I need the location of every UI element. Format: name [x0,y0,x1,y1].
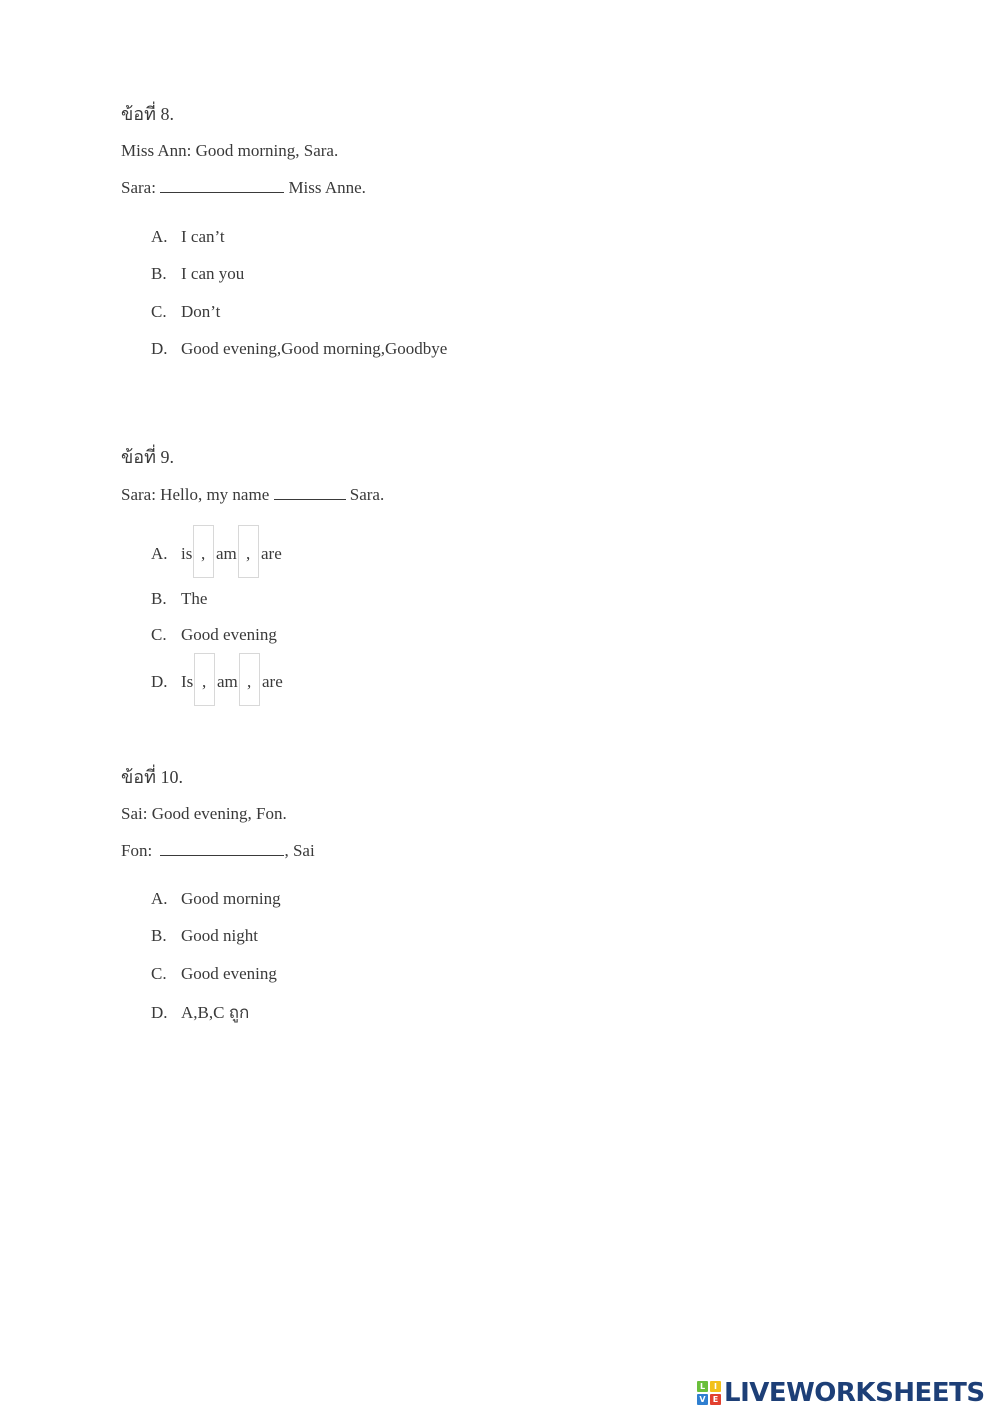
option-text: I can’t [181,227,225,246]
option-comma: , [247,672,252,691]
option-letter: A. [151,889,168,908]
option-text: A,B,C ถูก [181,1003,250,1022]
liveworksheets-logo [697,1379,985,1407]
dialogue-text: Sara. [349,485,385,504]
dialogue-line [121,177,366,198]
option-word: am [216,544,237,563]
dialogue-line: Miss Ann: Good morning, Sara. [121,141,339,160]
dialogue-line: Sai: Good evening, Fon. [121,804,287,823]
question-heading: ข้อที่ 10. [121,767,183,787]
option-word: are [262,672,283,691]
answer-blank [160,840,284,856]
dialogue-line [121,484,384,505]
option-word: is [181,544,193,563]
option-letter: C. [151,302,167,321]
option-letter: D. [151,339,168,358]
logo-tile-v: V [697,1394,708,1405]
option-letter: D. [151,1003,168,1022]
option-word: am [217,672,238,691]
option-text: The [181,589,208,608]
option-comma: , [202,672,207,691]
logo-tile-i: I [710,1381,721,1392]
option-comma: , [246,544,251,563]
option-text: Good evening [181,625,277,644]
option-text: Good night [181,926,258,945]
question-heading: ข้อที่ 9. [121,447,174,467]
dialogue-text: Sara: Hello, my name [121,485,270,504]
speaker-label: Sara: [121,178,156,197]
answer-blank [274,484,346,500]
question-heading: ข้อที่ 8. [121,104,174,124]
option-text: I can you [181,264,245,283]
option-letter: D. [151,672,168,691]
logo-tiles-icon [697,1381,721,1405]
dialogue-text: , Sai [284,841,315,860]
option-comma: , [201,544,206,563]
option-letter: B. [151,926,167,945]
option-letter: A. [151,544,168,563]
option-text: Don’t [181,302,221,321]
speaker-label: Fon: [121,841,153,860]
logo-tile-l: L [697,1381,708,1392]
option-text: Good evening [181,964,277,983]
option-text: Good evening,Good morning,Goodbye [181,339,448,358]
logo-tile-e: E [710,1394,721,1405]
option-letter: B. [151,264,167,283]
answer-blank [160,177,284,193]
dialogue-text: Miss Anne. [288,178,366,197]
dialogue-line [121,840,315,861]
option-text: Good morning [181,889,281,908]
option-word: are [261,544,282,563]
option-letter: C. [151,964,167,983]
option-word: Is [181,672,194,691]
option-letter: A. [151,227,168,246]
option-letter: C. [151,625,167,644]
option-letter: B. [151,589,167,608]
logo-wordmark: LIVEWORKSHEETS [724,1378,985,1408]
